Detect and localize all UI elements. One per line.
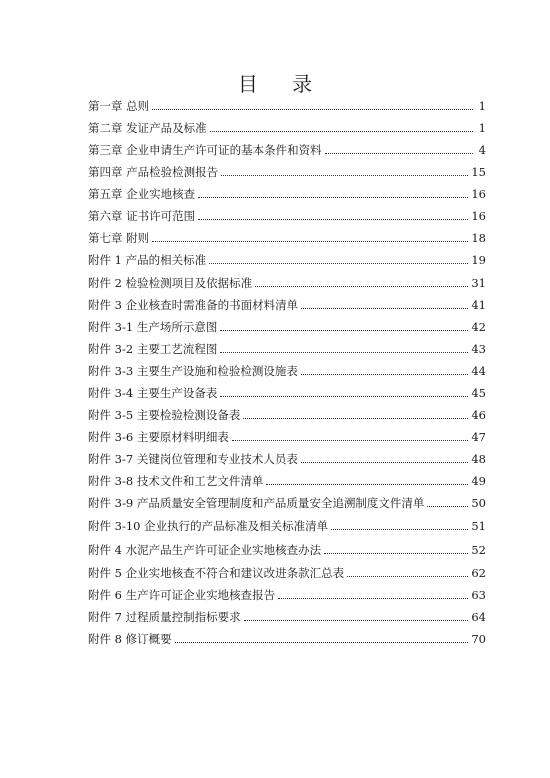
toc-entry-label: 附件 8 修订概要 — [88, 632, 172, 646]
toc-entry-label: 附件 3-1 生产场所示意图 — [88, 320, 218, 334]
toc-dot-leader — [331, 528, 468, 530]
toc-page-number: 1 — [478, 121, 486, 135]
toc-dot-leader — [266, 483, 468, 485]
toc-dot-leader — [255, 285, 468, 287]
toc-entry[interactable] — [88, 539, 486, 557]
toc-entry[interactable] — [88, 492, 486, 510]
toc-dot-leader — [220, 351, 468, 353]
toc-entry[interactable] — [88, 584, 486, 602]
toc-entry-label: 附件 3-8 技术文件和工艺文件清单 — [88, 474, 264, 488]
toc-dot-leader — [209, 262, 468, 264]
toc-page-number: 63 — [471, 588, 486, 602]
toc-dot-leader — [278, 597, 468, 599]
toc-dot-leader — [243, 417, 468, 419]
toc-page-number: 48 — [471, 452, 486, 466]
toc-page-number: 52 — [471, 543, 486, 557]
toc-dot-leader — [347, 575, 468, 577]
toc-entry-label: 附件 3-5 主要检验检测设备表 — [88, 408, 241, 422]
toc-entry[interactable] — [88, 606, 486, 624]
toc-page-number: 43 — [471, 342, 486, 356]
toc-page-number: 16 — [471, 209, 486, 223]
toc-page-number: 45 — [471, 386, 486, 400]
toc-entry-label: 第五章 企业实地核查 — [88, 187, 196, 201]
toc-page-number: 18 — [471, 231, 486, 245]
toc-page-number: 49 — [471, 474, 486, 488]
toc-dot-leader — [324, 552, 468, 554]
toc-dot-leader — [221, 174, 468, 176]
toc-page-number: 64 — [471, 610, 486, 624]
toc-entry[interactable] — [88, 272, 486, 290]
toc-entry-label: 第二章 发证产品及标准 — [88, 121, 207, 135]
page-title: 目 录 — [237, 72, 327, 96]
toc-entry-label: 第三章 企业申请生产许可证的基本条件和资料 — [88, 143, 322, 157]
toc-entry[interactable] — [88, 470, 486, 488]
toc-dot-leader — [301, 307, 468, 309]
toc-page-number: 42 — [471, 320, 486, 334]
toc-entry-label: 附件 3-3 主要生产设施和检验检测设施表 — [88, 364, 298, 378]
toc-dot-leader — [198, 218, 468, 220]
toc-dot-leader — [152, 108, 473, 110]
toc-dot-leader — [152, 240, 468, 242]
toc-entry-label: 附件 3-10 企业执行的产品标准及相关标准清单 — [88, 519, 329, 533]
toc-page-number: 44 — [471, 364, 486, 378]
toc-entry-label: 附件 3-6 主要原材料明细表 — [88, 430, 229, 444]
toc-entry-label: 附件 3-2 主要工艺流程图 — [88, 342, 218, 356]
toc-entry[interactable] — [88, 249, 486, 267]
toc-entry[interactable] — [88, 139, 486, 157]
toc-entry[interactable] — [88, 628, 486, 646]
toc-entry-label: 第七章 附则 — [88, 231, 150, 245]
toc-entry[interactable] — [88, 117, 486, 135]
toc-entry-label: 附件 7 过程质量控制指标要求 — [88, 610, 241, 624]
toc-page-number: 31 — [471, 276, 486, 290]
toc-page-number: 50 — [471, 496, 486, 510]
toc-dot-leader — [198, 196, 468, 198]
toc-entry[interactable] — [88, 515, 486, 533]
toc-page-number: 70 — [471, 632, 486, 646]
toc-dot-leader — [427, 505, 468, 507]
toc-entry[interactable] — [88, 95, 486, 113]
toc-dot-leader — [232, 439, 469, 441]
toc-page-number: 1 — [478, 99, 486, 113]
toc-entry-label: 附件 6 生产许可证企业实地核查报告 — [88, 588, 276, 602]
toc-entry-label: 附件 4 水泥产品生产许可证企业实地核查办法 — [88, 543, 322, 557]
toc-entry[interactable] — [88, 316, 486, 334]
toc-entry[interactable] — [88, 294, 486, 312]
toc-entry[interactable] — [88, 426, 486, 444]
toc-entry[interactable] — [88, 227, 486, 245]
toc-entry-label: 附件 1 产品的相关标准 — [88, 253, 207, 267]
toc-page-number: 19 — [471, 253, 486, 267]
toc-entry-label: 第一章 总则 — [88, 99, 150, 113]
toc-dot-leader — [301, 373, 469, 375]
toc-dot-leader — [210, 130, 473, 132]
toc-dot-leader — [175, 641, 469, 643]
toc-entry[interactable] — [88, 360, 486, 378]
toc-entry-label: 附件 3-4 主要生产设备表 — [88, 386, 218, 400]
toc-entry[interactable] — [88, 448, 486, 466]
toc-page-number: 62 — [471, 566, 486, 580]
toc-entry-label: 第四章 产品检验检测报告 — [88, 165, 219, 179]
toc-page-number: 46 — [471, 408, 486, 422]
toc-page-number: 16 — [471, 187, 486, 201]
toc-entry[interactable] — [88, 205, 486, 223]
toc-entry[interactable] — [88, 183, 486, 201]
toc-entry[interactable] — [88, 562, 486, 580]
toc-dot-leader — [325, 152, 473, 154]
toc-page-number: 4 — [478, 143, 486, 157]
toc-entry-label: 第六章 证书许可范围 — [88, 209, 196, 223]
toc-entry[interactable] — [88, 161, 486, 179]
toc-dot-leader — [220, 395, 468, 397]
toc-entry-label: 附件 2 检验检测项目及依据标准 — [88, 276, 253, 290]
toc-entry-label: 附件 3 企业核查时需准备的书面材料清单 — [88, 298, 299, 312]
toc-dot-leader — [301, 461, 469, 463]
toc-page-number: 41 — [471, 298, 486, 312]
toc-dot-leader — [220, 329, 468, 331]
toc-entry-label: 附件 3-9 产品质量安全管理制度和产品质量安全追溯制度文件清单 — [88, 496, 425, 510]
toc-page-number: 15 — [471, 165, 486, 179]
toc-page-number: 51 — [471, 519, 486, 533]
toc-entry-label: 附件 5 企业实地核查不符合和建议改进条款汇总表 — [88, 566, 345, 580]
toc-entry[interactable] — [88, 404, 486, 422]
toc-entry[interactable] — [88, 382, 486, 400]
toc-entry-label: 附件 3-7 关键岗位管理和专业技术人员表 — [88, 452, 298, 466]
toc-page-number: 47 — [471, 430, 486, 444]
toc-dot-leader — [244, 619, 469, 621]
toc-entry[interactable] — [88, 338, 486, 356]
